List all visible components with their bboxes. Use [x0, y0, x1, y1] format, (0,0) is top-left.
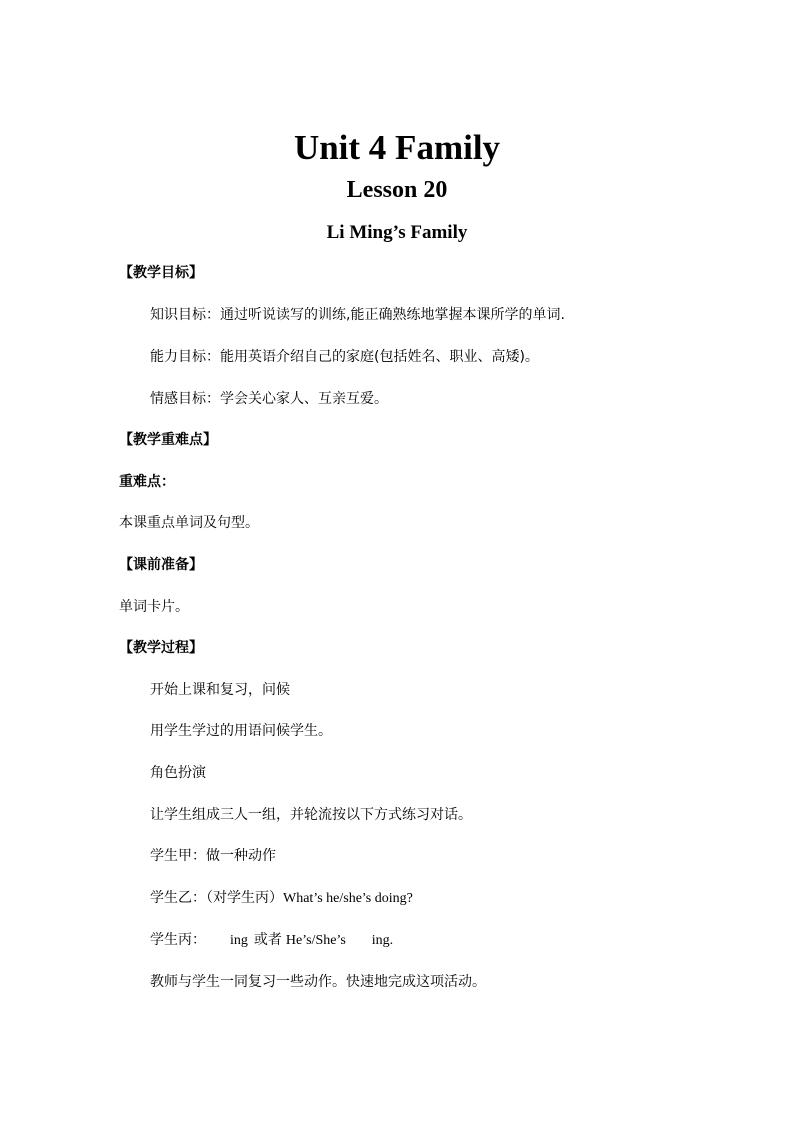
student-b-line	[150, 888, 413, 909]
teacher-review-line: 教师与学生一同复习一些动作。快速地完成这项活动。	[150, 974, 486, 990]
student-c-part3: ing.	[371, 933, 394, 948]
step2-title: 角色扮演	[150, 765, 206, 781]
student-c-line	[150, 930, 393, 951]
key-points-label: 重难点：	[119, 474, 175, 490]
objectives-heading: 【教学目标】	[119, 265, 203, 281]
preparation-heading: 【课前准备】	[119, 557, 203, 573]
step1-description: 用学生学过的用语问候学生。	[150, 723, 332, 739]
emotion-objective: 情感目标：学会关心家人、互亲互爱。	[150, 391, 388, 407]
student-c-or: 或者	[253, 932, 282, 948]
step1-title: 开始上课和复习，问候	[150, 682, 290, 698]
student-c-prefix: 学生丙：	[150, 932, 206, 948]
student-b-prefix: 学生乙：（对学生丙）	[150, 890, 283, 906]
student-a-line: 学生甲：做一种动作	[150, 848, 276, 864]
key-points-heading: 【教学重难点】	[119, 432, 217, 448]
student-c-part2: He’s/She’s	[285, 933, 346, 948]
unit-title: Unit 4 Family	[293, 128, 501, 167]
lesson-subtitle: Li Ming’s Family	[326, 222, 468, 243]
key-points-content: 本课重点单词及句型。	[119, 515, 259, 531]
ability-objective: 能力目标：能用英语介绍自己的家庭(包括姓名、职业、高矮)。	[150, 349, 539, 365]
preparation-content: 单词卡片。	[119, 599, 189, 615]
process-heading: 【教学过程】	[119, 640, 203, 656]
step2-description: 让学生组成三人一组，并轮流按以下方式练习对话。	[150, 807, 472, 823]
knowledge-objective: 知识目标：通过听说读写的训练,能正确熟练地掌握本课所学的单词.	[150, 307, 565, 323]
lesson-title: Lesson 20	[346, 177, 448, 203]
student-c-part1: ing	[230, 933, 248, 948]
student-b-english: What’s he/she’s doing?	[283, 891, 413, 906]
